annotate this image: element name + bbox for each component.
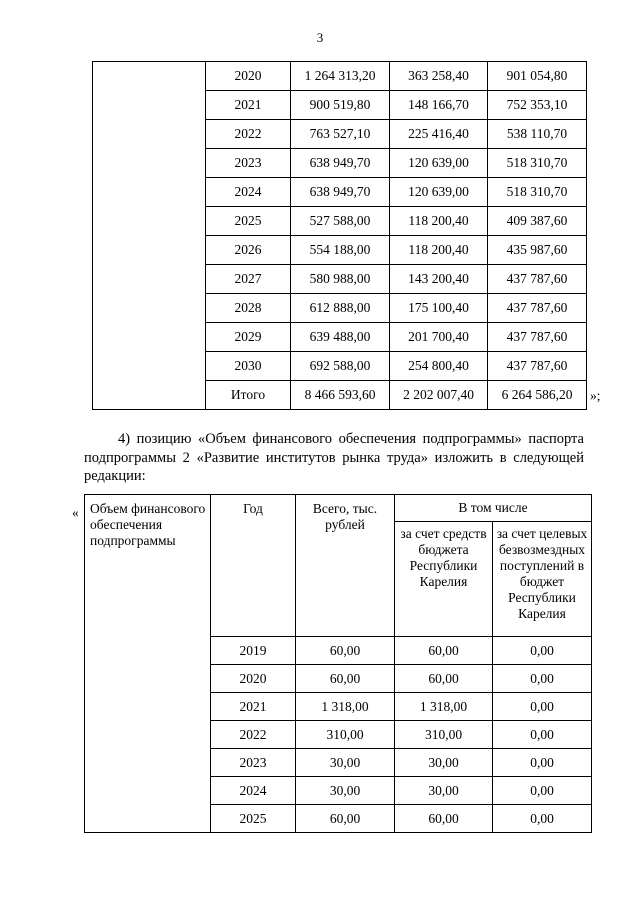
grants-cell: 0,00 [493,805,592,833]
grants-cell: 409 387,60 [488,207,587,236]
budget-cell: 363 258,40 [390,62,488,91]
year-cell: 2025 [206,207,291,236]
budget-cell: 118 200,40 [390,207,488,236]
total-cell: 30,00 [296,749,395,777]
grants-cell: 0,00 [493,665,592,693]
total-cell: 692 588,00 [291,352,390,381]
year-header: Год [211,495,296,637]
table-header-row [85,495,592,522]
total-cell: 527 588,00 [291,207,390,236]
year-cell: 2023 [206,149,291,178]
grants-cell: 6 264 586,20 [488,381,587,410]
budget-cell: 60,00 [395,637,493,665]
year-cell: 2021 [211,693,296,721]
total-header: Всего, тыс. рублей [296,495,395,637]
total-cell: 638 949,70 [291,149,390,178]
total-cell: 60,00 [296,665,395,693]
year-cell: 2030 [206,352,291,381]
financing-table-continued [92,61,587,410]
year-cell: 2020 [211,665,296,693]
budget-cell: 30,00 [395,777,493,805]
total-cell: 900 519,80 [291,91,390,120]
budget-cell: 1 318,00 [395,693,493,721]
budget-cell: 143 200,40 [390,265,488,294]
grants-cell: 437 787,60 [488,265,587,294]
total-cell: 1 318,00 [296,693,395,721]
total-label-cell: Итого [206,381,291,410]
total-cell: 60,00 [296,637,395,665]
year-cell: 2025 [211,805,296,833]
total-cell: 580 988,00 [291,265,390,294]
amendment-paragraph: 4) позицию «Объем финансового обеспечения подпрограммы» паспорта подпрограммы 2 «Развитие институтов рынка труда» изложить в следующей редакции: [84,431,584,484]
budget-cell: 120 639,00 [390,178,488,207]
total-cell: 310,00 [296,721,395,749]
grants-cell: 0,00 [493,721,592,749]
grants-cell: 0,00 [493,777,592,805]
opening-quote: « [72,505,79,520]
year-cell: 2024 [206,178,291,207]
total-cell: 554 188,00 [291,236,390,265]
year-cell: 2019 [211,637,296,665]
budget-header: за счет средств бюджета Республики Карелия [395,522,493,637]
year-cell: 2022 [206,120,291,149]
budget-cell: 2 202 007,40 [390,381,488,410]
budget-cell: 148 166,70 [390,91,488,120]
budget-cell: 175 100,40 [390,294,488,323]
total-cell: 1 264 313,20 [291,62,390,91]
total-cell: 639 488,00 [291,323,390,352]
closing-quote: »; [590,388,601,403]
total-cell: 30,00 [296,777,395,805]
grants-cell: 0,00 [493,637,592,665]
budget-cell: 225 416,40 [390,120,488,149]
financing-label-cell: Объем финансового обеспечения подпрограммы [85,495,211,833]
total-cell: 8 466 593,60 [291,381,390,410]
table-row [93,62,587,91]
grants-cell: 752 353,10 [488,91,587,120]
grants-cell: 518 310,70 [488,178,587,207]
year-cell: 2027 [206,265,291,294]
subprogram-2-financing-table [84,494,592,833]
budget-cell: 30,00 [395,749,493,777]
grants-cell: 0,00 [493,749,592,777]
grants-cell: 437 787,60 [488,323,587,352]
budget-cell: 310,00 [395,721,493,749]
grants-cell: 518 310,70 [488,149,587,178]
total-cell: 60,00 [296,805,395,833]
total-cell: 612 888,00 [291,294,390,323]
budget-cell: 60,00 [395,665,493,693]
year-cell: 2021 [206,91,291,120]
year-cell: 2020 [206,62,291,91]
total-cell: 638 949,70 [291,178,390,207]
grants-cell: 538 110,70 [488,120,587,149]
budget-cell: 254 800,40 [390,352,488,381]
year-cell: 2026 [206,236,291,265]
grants-cell: 901 054,80 [488,62,587,91]
budget-cell: 60,00 [395,805,493,833]
budget-cell: 118 200,40 [390,236,488,265]
year-cell: 2022 [211,721,296,749]
year-cell: 2023 [211,749,296,777]
grants-cell: 435 987,60 [488,236,587,265]
total-cell: 763 527,10 [291,120,390,149]
year-cell: 2029 [206,323,291,352]
including-header: В том числе [395,495,592,522]
grants-cell: 437 787,60 [488,294,587,323]
budget-cell: 201 700,40 [390,323,488,352]
year-cell: 2028 [206,294,291,323]
grants-cell: 437 787,60 [488,352,587,381]
empty-label-cell [93,62,206,410]
page-number: 3 [316,30,324,45]
year-cell: 2024 [211,777,296,805]
grants-cell: 0,00 [493,693,592,721]
grants-header: за счет целевых безвозмездных поступлений в бюджет Республики Карелия [493,522,592,637]
budget-cell: 120 639,00 [390,149,488,178]
